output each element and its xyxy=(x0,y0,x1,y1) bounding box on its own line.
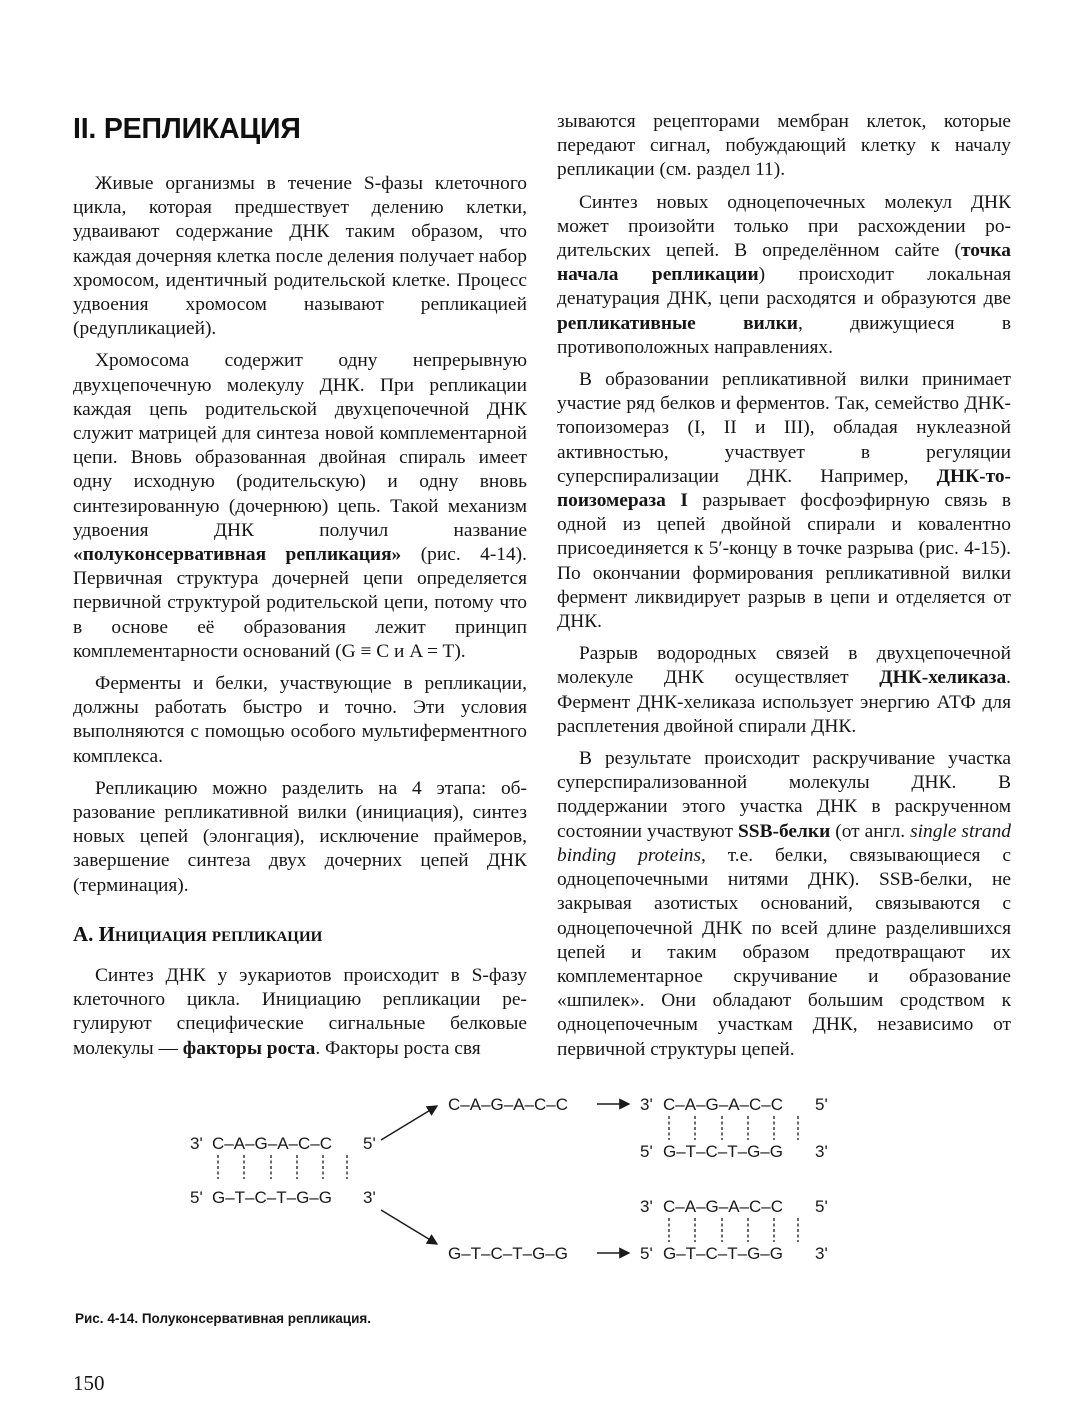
text: . Факторы роста свя xyxy=(315,1037,481,1059)
daughter2-bottom-3-label: 3' xyxy=(815,1244,828,1263)
daughter2-top-strand: C–A–G–A–C–C xyxy=(663,1197,784,1216)
text: Хромосома содержит одну непрерывную двухцепочечную молекулу ДНК. При репликации каждая цепь родительской двухцепочечной ДНК служит матрицей для синтеза новой комплементарной цепи. Вновь образованная двойная спираль имеет одну исходную (родительскую) и одну вновь синтезированную (дочернюю) цепь. Такой механизм удвоения ДНК получил название xyxy=(73,350,527,541)
bold-term: ДНК-хеликаза xyxy=(879,667,1007,689)
bold-term: «полуконсервативная репликация» xyxy=(73,544,402,566)
parent-top-strand: C–A–G–A–C–C xyxy=(212,1134,333,1153)
separated-bottom-strand: G–T–C–T–G–G xyxy=(448,1244,568,1263)
paragraph xyxy=(73,349,527,664)
parent-top-3-label: 3' xyxy=(190,1134,203,1153)
separated-top-strand: C–A–G–A–C–C xyxy=(448,1095,569,1114)
paragraph: Живые организмы в течение S-фазы клеточного цикла, которая предшествует делению клетки, удваивают содержание ДНК таким образом, что каждая дочерняя клетка после деления получает набор хромосом, идентичный родительской клетке. Процесс удвоения хромосом называют репликацией (редупликацией). xyxy=(73,173,527,340)
daughter1-bottom-5-label: 5' xyxy=(640,1142,653,1161)
paragraph: Ферменты и белки, участвующие в репликации, должны работать быстро и точно. Эти условия выполняются с помощью особого мультиферментного комплекса. xyxy=(73,673,527,767)
parent-bottom-5-label: 5' xyxy=(190,1188,203,1207)
daughter1-bottom-strand: G–T–C–T–G–G xyxy=(663,1142,783,1161)
paragraph xyxy=(557,642,1011,739)
bold-term: репликативные вилки xyxy=(557,312,798,334)
text: ) происходит локальная денатурация ДНК, цепи расходятся и образуются две xyxy=(557,264,1011,310)
text: Синтез новых одноцепочечных молекул ДНК может произойти только при расхождении родительских цепей. В определённом сайте ( xyxy=(557,191,1011,262)
right-column xyxy=(557,110,1011,1070)
replication-figure xyxy=(185,1082,845,1272)
text: Разрыв водородных связей в двухцепочечной молекуле ДНК осуществляет xyxy=(557,643,1011,689)
text: , движущиеся в противоположных направлениях. xyxy=(557,312,1011,358)
text: , т.е. белки, связывающиеся с одноцепочечными нитями ДНК). SSB-белки, не закрывая азотистых оснований, связываются с одноцепочечной ДНК по всей длине разделившихся цепей и таким образом предотвращают их комплементарное скручивание и образование «шпилек». Они обладают большим сродством к одноцепочечным участкам ДНК, независимо от первичной структуры цепей. xyxy=(557,844,1011,1060)
text: . Фермент ДНК-хеликаза использует энергию АТФ для расплетения двойной спирали ДНК. xyxy=(557,667,1011,737)
paragraph: зываются рецепторами мембран клеток, которые передают сигнал, побуждающий клетку к началу репликации (см. раздел 11). xyxy=(557,111,1011,181)
replication-diagram xyxy=(185,1082,845,1272)
daughter1-top-5-label: 5' xyxy=(815,1095,828,1114)
text: (от англ. xyxy=(830,820,911,842)
text: (рис. 4-14). Первичная структура дочерней цепи определяется первичной структурой родительской цепи, потому что в основе её образования лежит принцип комплементарности оснований (G ≡ C и A = T). xyxy=(73,544,527,662)
bold-term: точка начала репликации xyxy=(557,240,1011,286)
paragraph xyxy=(557,747,1011,1062)
figure-caption: Рис. 4-14. Полуконсервативная репликация. xyxy=(75,1311,371,1326)
paragraph xyxy=(73,964,527,1061)
paragraph: Репликацию можно разделить на 4 этапа: образование репликативной вилки (инициация), синтез новых цепей (элонгация), исключение праймеров, завершение синтеза двух дочерних цепей ДНК (терминация). xyxy=(73,777,527,896)
italic-term: single strand binding proteins xyxy=(557,820,1011,866)
text: Синтез ДНК у эукариотов происходит в S-фазу клеточного цикла. Инициацию репликации регулируют специфические сигнальные белковые молекулы — xyxy=(73,964,527,1059)
text: В образовании репликативной вилки принимает участие ряд белков и ферментов. Так, семейство ДНК-топоизомераз (I, II и III), обладая нуклеазной активностью, участвует в регуляции суперспирализации ДНК. Например, xyxy=(557,369,1011,487)
left-column xyxy=(73,112,527,1069)
parent-bottom-strand: G–T–C–T–G–G xyxy=(212,1188,332,1207)
daughter2-bottom-5-label: 5' xyxy=(640,1244,653,1263)
daughter2-top-5-label: 5' xyxy=(815,1197,828,1216)
daughter1-top-strand: C–A–G–A–C–C xyxy=(663,1095,784,1114)
text: разрывает фосфоэфирную связь в одной из цепей двойной спирали и ковалентно присоединяется к 5′-концу в точке разрыва (рис. 4-15). По окончании формирования репликативной вилки фермент ликвидирует разрыв в цепи и отделяется от ДНК. xyxy=(557,490,1011,633)
text: В результате происходит раскручивание участка суперспирализованной молекулы ДНК. В поддержании этого участка ДНК в раскрученном состоянии участвуют xyxy=(557,748,1011,842)
parent-hydrogen-bonds xyxy=(218,1155,347,1179)
daughter2-top-3-label: 3' xyxy=(640,1197,653,1216)
section-title: II. РЕПЛИКАЦИЯ xyxy=(73,113,301,145)
bold-term: ДНК-топоизомераза I xyxy=(557,465,1011,512)
daughter2-bottom-strand: G–T–C–T–G–G xyxy=(663,1244,783,1263)
bold-term: факторы роста xyxy=(182,1037,316,1059)
daughter1-top-3-label: 3' xyxy=(640,1095,653,1114)
page-number: 150 xyxy=(73,1371,105,1395)
subsection-heading: А. Инициация репликации xyxy=(73,921,323,946)
daughter1-bottom-3-label: 3' xyxy=(815,1142,828,1161)
daughter2-hydrogen-bonds xyxy=(669,1218,798,1242)
parent-top-5-label: 5' xyxy=(363,1134,376,1153)
paragraph xyxy=(557,368,1011,634)
bold-term: SSB-белки xyxy=(738,820,831,842)
daughter1-hydrogen-bonds xyxy=(669,1116,798,1140)
fork-arrow-down xyxy=(381,1210,437,1244)
parent-bottom-3-label: 3' xyxy=(363,1188,376,1207)
paragraph xyxy=(557,191,1011,360)
fork-arrow-up xyxy=(381,1106,437,1140)
